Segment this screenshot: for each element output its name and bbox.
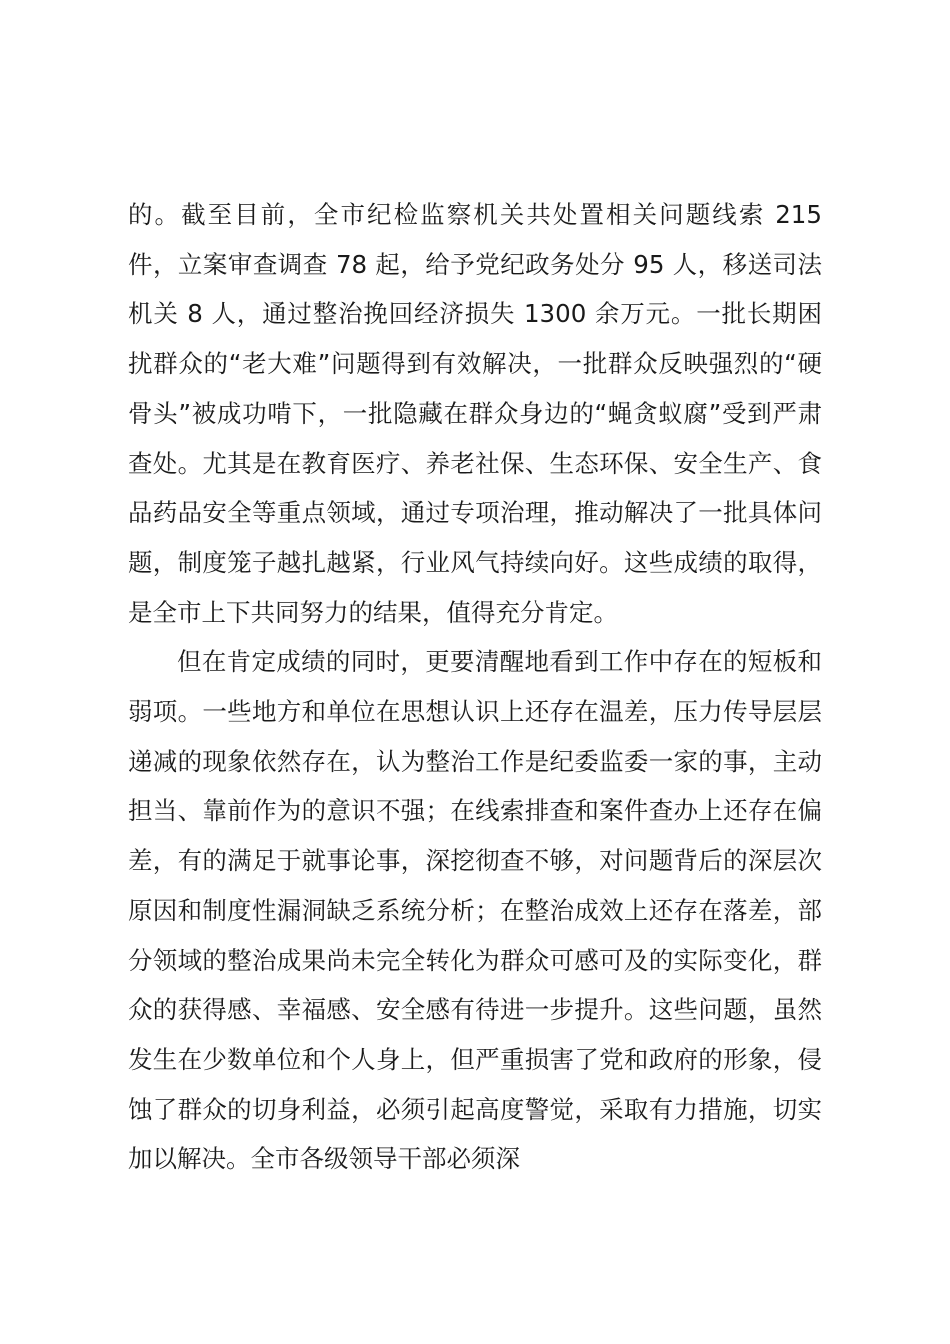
document-body <box>128 190 822 1184</box>
paragraph-continuation: 的。截至目前，全市纪检监察机关共处置相关问题线索 215 件，立案审查调查 78 起，给予党纪政务处分 95 人，移送司法机关 8 人，通过整治挽回经济损失 1300 余万元。一批长期困扰群众的“老大难”问题得到有效解决，一批群众反映强烈的“硬骨头”被成功啃下，一批隐藏在群众身边的“蝇贪蚁腐”受到严肃查处。尤其是在教育医疗、养老社保、生态环保、安全生产、食品药品安全等重点领域，通过专项治理，推动解决了一批具体问题，制度笼子越扎越紧，行业风气持续向好。这些成绩的取得，是全市上下共同努力的结果，值得充分肯定。 <box>128 200 822 627</box>
paragraph-shortcomings: 但在肯定成绩的同时，更要清醒地看到工作中存在的短板和弱项。一些地方和单位在思想认识上还存在温差，压力传导层层递减的现象依然存在，认为整治工作是纪委监委一家的事，主动担当、靠前作为的意识不强；在线索排查和案件查办上还存在偏差，有的满足于就事论事，深挖彻查不够，对问题背后的深层次原因和制度性漏洞缺乏系统分析；在整治成效上还存在落差，部分领域的整治成果尚未完全转化为群众可感可及的实际变化，群众的获得感、幸福感、安全感有待进一步提升。这些问题，虽然发生在少数单位和个人身上，但严重损害了党和政府的形象，侵蚀了群众的切身利益，必须引起高度警觉，采取有力措施，切实加以解决。全市各级领导干部必须深 <box>128 647 822 1174</box>
